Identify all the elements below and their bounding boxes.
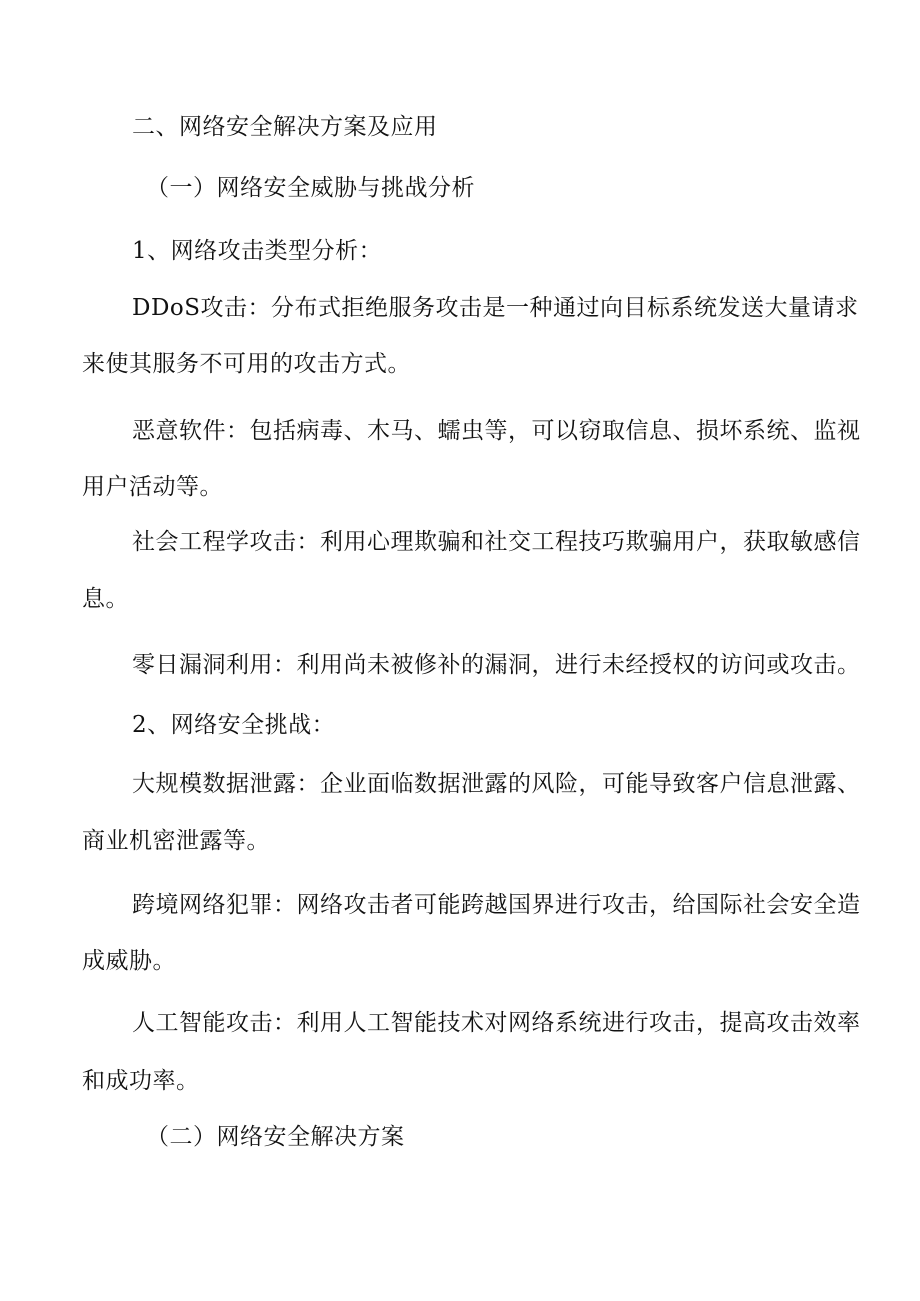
paragraph-line: 成威胁。 xyxy=(82,948,176,974)
paragraph-line: 跨境网络犯罪：网络攻击者可能跨越国界进行攻击，给国际社会安全造 xyxy=(132,892,861,918)
section-heading: 二、网络安全解决方案及应用 xyxy=(132,114,438,140)
list-heading: 1、网络攻击类型分析： xyxy=(132,238,383,264)
paragraph-line: 社会工程学攻击：利用心理欺骗和社交工程技巧欺骗用户，获取敏感信 xyxy=(132,529,861,555)
subsection-heading: （二）网络安全解决方案 xyxy=(146,1124,405,1150)
paragraph-line: 息。 xyxy=(82,586,129,612)
paragraph-line: 零日漏洞利用：利用尚未被修补的漏洞，进行未经授权的访问或攻击。 xyxy=(132,652,861,678)
paragraph-line: 来使其服务不可用的攻击方式。 xyxy=(82,351,411,377)
paragraph-line: 人工智能攻击：利用人工智能技术对网络系统进行攻击，提高攻击效率 xyxy=(132,1010,861,1036)
paragraph-line: 用户活动等。 xyxy=(82,474,223,500)
paragraph-line: 大规模数据泄露：企业面临数据泄露的风险，可能导致客户信息泄露、 xyxy=(132,771,861,797)
paragraph-line: DDoS攻击：分布式拒绝服务攻击是一种通过向目标系统发送大量请求 xyxy=(132,295,859,321)
paragraph-line: 恶意软件：包括病毒、木马、蠕虫等，可以窃取信息、损坏系统、监视 xyxy=(132,418,861,444)
paragraph-line: 商业机密泄露等。 xyxy=(82,828,270,854)
paragraph-line: 和成功率。 xyxy=(82,1068,200,1094)
list-heading: 2、网络安全挑战： xyxy=(132,712,336,738)
subsection-heading: （一）网络安全威胁与挑战分析 xyxy=(146,175,475,201)
